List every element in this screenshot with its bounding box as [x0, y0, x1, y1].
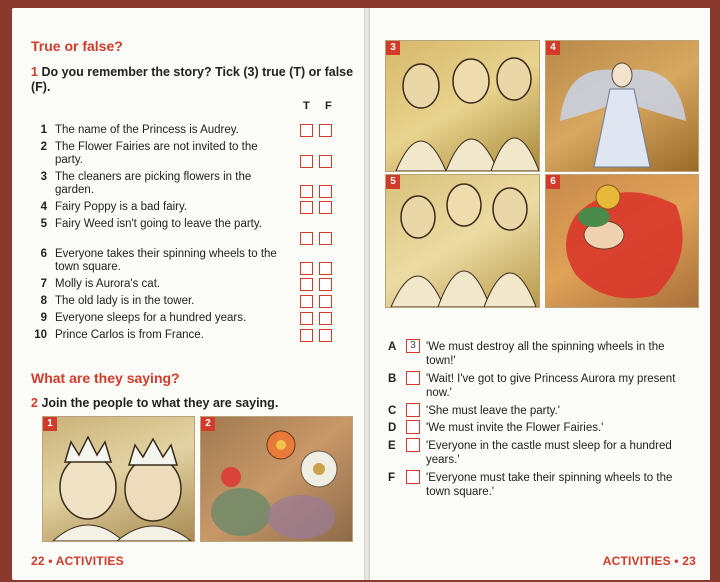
- statement-text: Everyone sleeps for a hundred years.: [55, 312, 247, 324]
- statement-number: 7: [40, 278, 47, 290]
- false-checkbox[interactable]: [319, 232, 332, 245]
- f-column-header: F: [325, 100, 332, 112]
- page-footer-left: 22 • ACTIVITIES: [31, 554, 124, 568]
- picture-number-badge: 6: [546, 175, 560, 189]
- true-checkbox[interactable]: [300, 312, 313, 325]
- statement-row: [31, 295, 361, 309]
- statement-text: Everyone takes their spinning wheels to the town square.: [55, 248, 277, 273]
- false-checkbox[interactable]: [319, 124, 332, 137]
- statement-row: [31, 141, 361, 169]
- section-title-true-false: True or false?: [31, 38, 123, 54]
- true-checkbox[interactable]: [300, 201, 313, 214]
- true-checkbox[interactable]: [300, 278, 313, 291]
- statement-number: 9: [40, 312, 47, 324]
- false-checkbox[interactable]: [319, 201, 332, 214]
- quote-letter: A: [388, 341, 397, 353]
- quote-row: [388, 439, 700, 467]
- page-footer-right: ACTIVITIES • 23: [602, 554, 696, 568]
- instruction-number: 1: [31, 65, 38, 79]
- instruction-number: 2: [31, 396, 38, 410]
- answer-box[interactable]: [406, 420, 420, 434]
- illustration-2-flower-fairies: [200, 416, 353, 542]
- quote-row: [388, 372, 700, 400]
- false-checkbox[interactable]: [319, 329, 332, 342]
- quote-letter: E: [388, 440, 396, 452]
- false-checkbox[interactable]: [319, 185, 332, 198]
- statement-row: [31, 278, 361, 292]
- instruction-text: Do you remember the story? Tick (3) true (T) or false (F).: [31, 65, 354, 94]
- illustration-3-courtiers: [385, 40, 540, 172]
- statement-text: The cleaners are picking flowers in the garden.: [55, 171, 252, 196]
- statement-text: The name of the Princess is Audrey.: [55, 124, 239, 136]
- statement-number: 5: [40, 218, 47, 230]
- answer-box[interactable]: [406, 371, 420, 385]
- true-checkbox[interactable]: [300, 232, 313, 245]
- false-checkbox[interactable]: [319, 312, 332, 325]
- statement-row: [31, 218, 361, 246]
- instruction-2: [31, 396, 351, 411]
- statement-text: The Flower Fairies are not invited to the party.: [55, 141, 258, 166]
- section-title-saying: What are they saying?: [31, 370, 180, 386]
- false-checkbox[interactable]: [319, 295, 332, 308]
- false-checkbox[interactable]: [319, 278, 332, 291]
- false-checkbox[interactable]: [319, 155, 332, 168]
- statement-text: Fairy Weed isn't going to leave the party.: [55, 218, 262, 230]
- statement-row: [31, 312, 361, 326]
- statement-row: [31, 329, 361, 343]
- quote-row: [388, 471, 700, 499]
- statement-number: 2: [40, 141, 47, 153]
- t-column-header: T: [303, 100, 310, 112]
- illustration-6-poppy-fairy: [545, 174, 699, 308]
- quote-text: 'Everyone must take their spinning wheels to the town square.': [426, 472, 673, 498]
- quote-row: [388, 340, 700, 368]
- answer-box[interactable]: [406, 403, 420, 417]
- illustration-1-king-and-queen: [42, 416, 195, 542]
- statement-row: [31, 201, 361, 215]
- quote-text: 'We must destroy all the spinning wheels in the town!': [426, 341, 665, 367]
- quote-letter: B: [388, 373, 397, 385]
- picture-number-badge: 1: [43, 417, 57, 431]
- quote-text: 'She must leave the party.': [426, 405, 560, 417]
- illustration-5-courtiers-talking: [385, 174, 540, 308]
- instruction-text: Join the people to what they are saying.: [41, 396, 279, 410]
- true-checkbox[interactable]: [300, 124, 313, 137]
- instruction-1: [31, 65, 361, 95]
- true-checkbox[interactable]: [300, 262, 313, 275]
- illustration-4-fairy: [545, 40, 699, 172]
- true-checkbox[interactable]: [300, 185, 313, 198]
- quote-row: [388, 421, 700, 435]
- quote-letter: D: [388, 422, 397, 434]
- statement-number: 1: [40, 124, 47, 136]
- statement-number: 6: [40, 248, 47, 260]
- quote-text: 'We must invite the Flower Fairies.': [426, 422, 604, 434]
- true-checkbox[interactable]: [300, 295, 313, 308]
- true-checkbox[interactable]: [300, 155, 313, 168]
- statement-text: Fairy Poppy is a bad fairy.: [55, 201, 188, 213]
- statement-text: Prince Carlos is from France.: [55, 329, 204, 341]
- statement-text: Molly is Aurora's cat.: [55, 278, 161, 290]
- quote-text: 'Everyone in the castle must sleep for a hundred years.': [426, 440, 672, 466]
- left-page: [12, 8, 364, 580]
- picture-number-badge: 5: [386, 175, 400, 189]
- statement-number: 10: [34, 329, 47, 341]
- picture-number-badge: 2: [201, 417, 215, 431]
- statement-number: 4: [40, 201, 47, 213]
- quote-row: [388, 404, 700, 418]
- statement-text: The old lady is in the tower.: [55, 295, 195, 307]
- answer-box[interactable]: [406, 470, 420, 484]
- quote-letter: C: [388, 405, 397, 417]
- statement-row: [31, 124, 361, 138]
- answer-box[interactable]: 3: [406, 339, 420, 353]
- statement-row: [31, 171, 361, 199]
- false-checkbox[interactable]: [319, 262, 332, 275]
- statement-number: 3: [40, 171, 47, 183]
- answer-box[interactable]: [406, 438, 420, 452]
- statement-row: [31, 248, 361, 276]
- statement-number: 8: [40, 295, 47, 307]
- true-checkbox[interactable]: [300, 329, 313, 342]
- quote-text: 'Wait! I've got to give Princess Aurora my present now.': [426, 373, 676, 399]
- picture-number-badge: 4: [546, 41, 560, 55]
- right-page: [370, 8, 710, 580]
- quote-letter: F: [388, 472, 396, 484]
- picture-number-badge: 3: [386, 41, 400, 55]
